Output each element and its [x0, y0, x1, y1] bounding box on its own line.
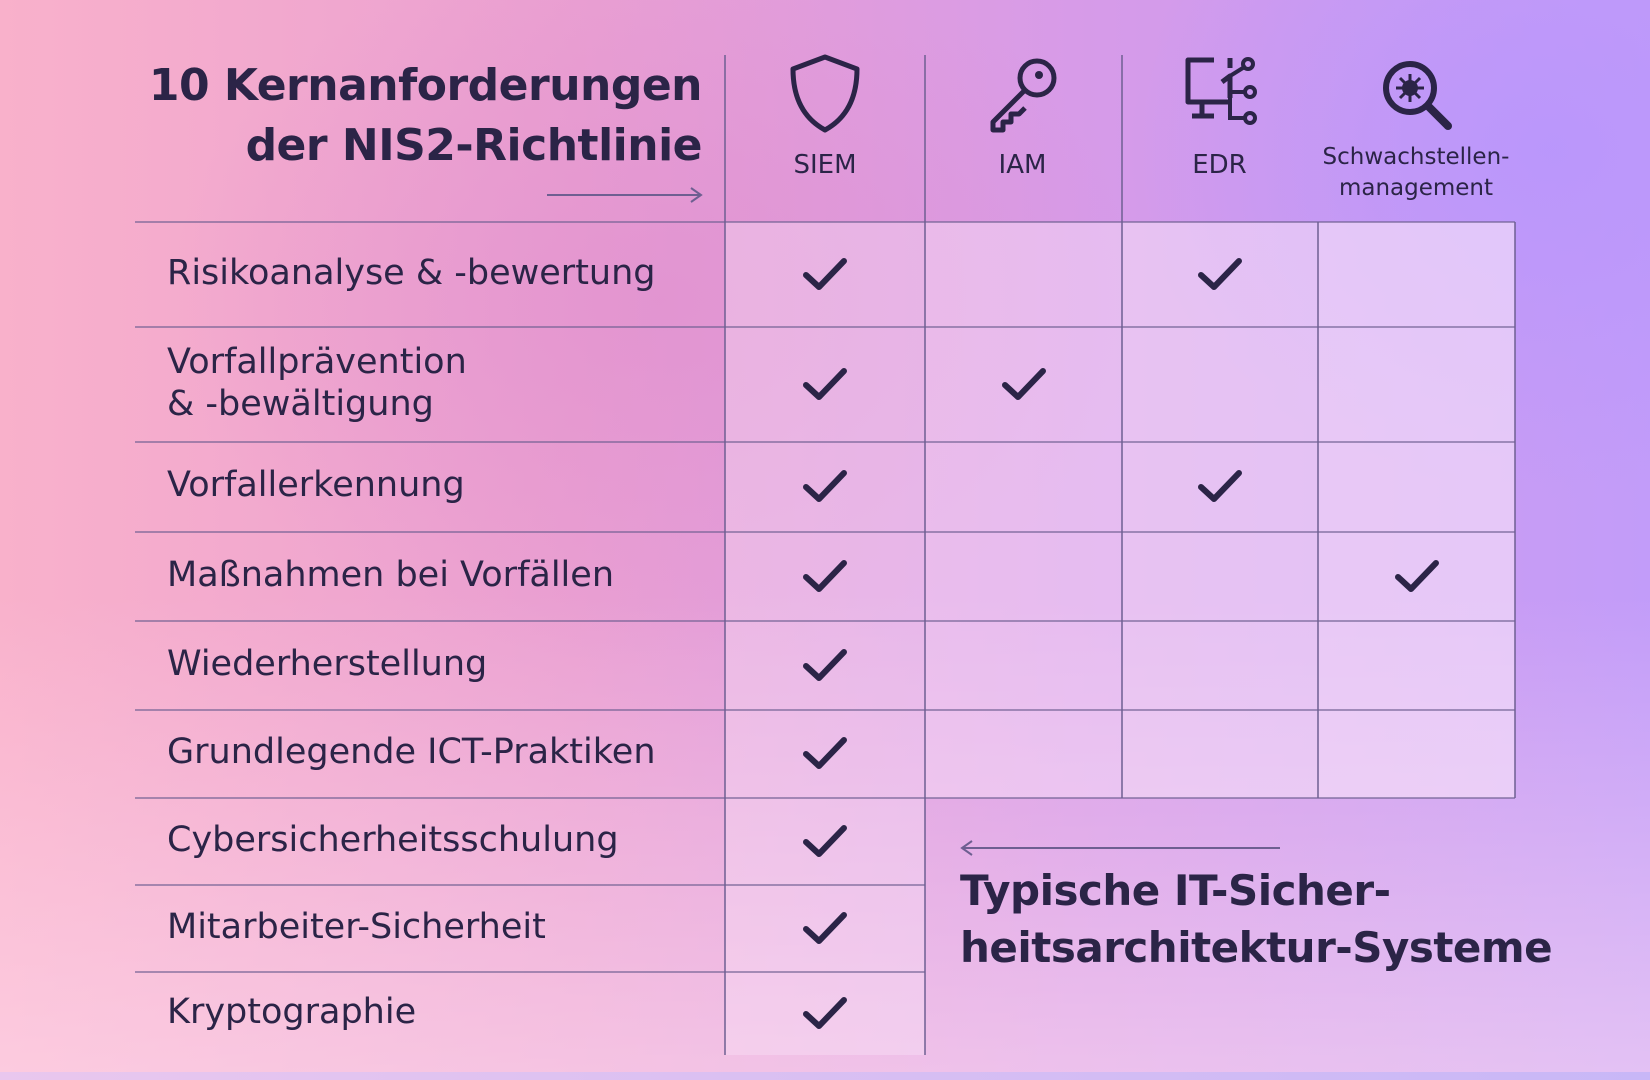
row-divider [135, 971, 925, 973]
column-header-edr [1122, 52, 1317, 222]
row-label [167, 731, 656, 773]
checkmark-icon [801, 994, 849, 1034]
row-divider [135, 531, 1515, 533]
row-label [167, 554, 614, 596]
row-label-line-2: & -bewältigung [167, 383, 434, 424]
checkmark-icon [1393, 557, 1441, 597]
column-header-vulnerability-management [1300, 52, 1532, 222]
matrix-cell [1122, 710, 1318, 798]
matrix-cell [1318, 327, 1515, 442]
column-label-iam: IAM [998, 150, 1047, 180]
row-label-line-1: Mitarbeiter-Sicherheit [167, 906, 546, 947]
row-label [167, 341, 467, 425]
checkmark-icon [801, 365, 849, 405]
row-label-line-1: Vorfallprävention [167, 341, 467, 382]
footer-line-1: Typische IT-Sicher- [960, 866, 1391, 915]
column-label-siem: SIEM [793, 150, 857, 180]
monitor-circuit-icon [1178, 52, 1262, 136]
matrix-cell [925, 442, 1122, 532]
checkmark-icon [801, 734, 849, 774]
row-divider [135, 884, 925, 886]
checkmark-icon [801, 557, 849, 597]
column-label-edr: EDR [1192, 150, 1247, 180]
footer-caption [960, 862, 1552, 976]
matrix-cell [1318, 222, 1515, 327]
matrix-cell [1318, 442, 1515, 532]
bottom-strip [0, 1072, 1650, 1080]
shield-icon [785, 52, 865, 136]
right-arrow-icon [545, 185, 705, 205]
matrix-cell [1122, 532, 1318, 621]
matrix-cell [1122, 327, 1318, 442]
row-label-line-1: Risikoanalyse & -bewertung [167, 252, 656, 293]
checkmark-icon [1000, 365, 1048, 405]
row-label [167, 464, 465, 506]
checkmark-icon [801, 467, 849, 507]
column-divider [1121, 55, 1123, 798]
diagram-title [149, 56, 702, 176]
row-divider [135, 797, 1515, 799]
column-header-iam [925, 52, 1120, 222]
key-icon [981, 52, 1065, 136]
matrix-cell [925, 710, 1122, 798]
row-label-line-1: Wiederherstellung [167, 643, 488, 684]
column-label-vulnerability-line-2: management [1338, 175, 1494, 201]
title-line-2: der NIS2-Richtlinie [245, 120, 702, 171]
matrix-cell [925, 621, 1122, 710]
checkmark-icon [801, 909, 849, 949]
row-label [167, 906, 546, 948]
column-divider [924, 55, 926, 1055]
checkmark-icon [1196, 467, 1244, 507]
matrix-cell [925, 222, 1122, 327]
checkmark-icon [801, 822, 849, 862]
title-line-1: 10 Kernanforderungen [148, 60, 702, 111]
row-divider [135, 326, 1515, 328]
column-divider [1317, 222, 1319, 798]
footer-line-2: heitsarchitektur-Systeme [960, 923, 1553, 972]
row-label [167, 643, 487, 685]
row-label [167, 991, 416, 1033]
magnifier-virus-icon [1374, 52, 1458, 136]
matrix-cell [1318, 710, 1515, 798]
row-label-line-1: Grundlegende ICT-Praktiken [167, 732, 656, 772]
column-divider [1514, 222, 1516, 798]
row-label [167, 252, 656, 294]
row-label-line-1: Kryptographie [167, 991, 417, 1032]
row-label [167, 819, 619, 861]
checkmark-icon [1196, 255, 1244, 295]
column-header-siem [727, 52, 923, 222]
row-label-line-1: Maßnahmen bei Vorfällen [167, 554, 615, 595]
column-label-vulnerability-line-1: Schwachstellen- [1322, 144, 1510, 170]
row-divider [135, 620, 1515, 622]
row-divider [135, 709, 1515, 711]
matrix-cell [925, 532, 1122, 621]
checkmark-icon [801, 255, 849, 295]
checkmark-icon [801, 646, 849, 686]
matrix-cell [1318, 621, 1515, 710]
row-label-line-1: Vorfallerkennung [167, 465, 465, 505]
row-label-line-1: Cybersicherheitsschulung [167, 819, 619, 860]
column-divider [724, 55, 726, 1055]
left-arrow-icon [958, 838, 1283, 858]
matrix-cell [1122, 621, 1318, 710]
row-divider [135, 221, 1515, 223]
row-divider [135, 441, 1515, 443]
